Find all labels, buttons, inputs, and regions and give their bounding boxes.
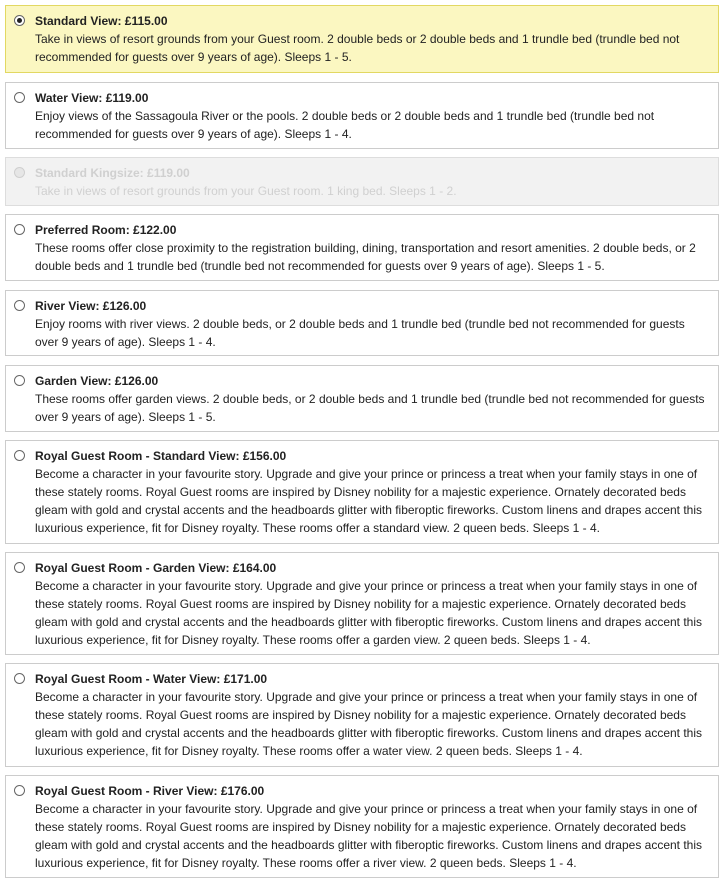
room-title: Preferred Room: £122.00 <box>35 223 177 237</box>
room-option-royal-river-view[interactable] <box>5 775 719 878</box>
radio-button[interactable] <box>14 375 25 386</box>
radio-button[interactable] <box>14 673 25 684</box>
room-title: Standard Kingsize: £119.00 <box>35 166 190 180</box>
radio-button <box>14 167 25 178</box>
room-title: Standard View: £115.00 <box>35 14 168 28</box>
room-title: Royal Guest Room - Garden View: £164.00 <box>35 561 277 575</box>
room-option-preferred-room[interactable] <box>5 214 719 281</box>
room-description: Become a character in your favourite story. Upgrade and give your prince or princess a treat when your family stays in one of these stately rooms. Royal Guest rooms are inspired by Disney nobility for a majestic experience. Ornately decorated beds gleam with gold and crystal accents and the headboards glitter with fiberoptic fireworks. Custom linens and drapes accent this luxurious experience, fit for Disney royalty. These rooms offer a water view. 2 queen beds. Sleeps 1 - 4. <box>35 690 703 758</box>
room-description: Become a character in your favourite story. Upgrade and give your prince or princess a treat when your family stays in one of these stately rooms. Royal Guest rooms are inspired by Disney nobility for a majestic experience. Ornately decorated beds gleam with gold and crystal accents and the headboards glitter with fiberoptic fireworks. Custom linens and drapes accent this luxurious experience, fit for Disney royalty. These rooms offer a garden view. 2 queen beds. Sleeps 1 - 4. <box>35 579 703 647</box>
radio-button[interactable] <box>14 785 25 796</box>
room-option-royal-garden-view[interactable] <box>5 552 719 655</box>
room-description: Take in views of resort grounds from your Guest room. 2 double beds or 2 double beds and 1 trundle bed (trundle bed not recommended for guests over 9 years of age). Sleeps 1 - 5. <box>35 32 680 64</box>
room-description: Become a character in your favourite story. Upgrade and give your prince or princess a treat when your family stays in one of these stately rooms. Royal Guest rooms are inspired by Disney nobility for a majestic experience. Ornately decorated beds gleam with gold and crystal accents and the headboards glitter with fiberoptic fireworks. Custom linens and drapes accent this luxurious experience, fit for Disney royalty. These rooms offer a river view. 2 queen beds. Sleeps 1 - 4. <box>35 802 703 870</box>
room-description: Take in views of resort grounds from your Guest room. 1 king bed. Sleeps 1 - 2. <box>35 184 457 198</box>
room-option-standard-view[interactable] <box>5 5 719 73</box>
room-description: These rooms offer garden views. 2 double beds, or 2 double beds and 1 trundle bed (trundle bed not recommended for guests over 9 years of age). Sleeps 1 - 5. <box>35 392 705 424</box>
room-title: Royal Guest Room - Water View: £171.00 <box>35 672 268 686</box>
radio-button[interactable] <box>14 15 25 26</box>
room-title: Water View: £119.00 <box>35 91 149 105</box>
radio-button[interactable] <box>14 224 25 235</box>
radio-button[interactable] <box>14 300 25 311</box>
room-option-royal-standard-view[interactable] <box>5 440 719 544</box>
radio-button[interactable] <box>14 562 25 573</box>
room-title: Royal Guest Room - River View: £176.00 <box>35 784 265 798</box>
room-description: These rooms offer close proximity to the registration building, dining, transportation and resort amenities. 2 double beds, or 2 double beds and 1 trundle bed (trundle bed not recommended for guests over 9 years of age). Sleeps 1 - 5. <box>35 241 696 273</box>
radio-button[interactable] <box>14 450 25 461</box>
room-title: Garden View: £126.00 <box>35 374 159 388</box>
room-description: Enjoy rooms with river views. 2 double beds, or 2 double beds and 1 trundle bed (trundle bed not recommended for guests over 9 years of age). Sleeps 1 - 4. <box>35 317 685 349</box>
room-title: Royal Guest Room - Standard View: £156.00 <box>35 449 287 463</box>
room-option-river-view[interactable] <box>5 290 719 356</box>
room-option-garden-view[interactable] <box>5 365 719 432</box>
room-option-standard-kingsize <box>5 157 719 206</box>
room-description: Enjoy views of the Sassagoula River or the pools. 2 double beds or 2 double beds and 1 trundle bed (trundle bed not recommended for guests over 9 years of age). Sleeps 1 - 4. <box>35 109 655 141</box>
room-option-royal-water-view[interactable] <box>5 663 719 767</box>
radio-button[interactable] <box>14 92 25 103</box>
room-description: Become a character in your favourite story. Upgrade and give your prince or princess a treat when your family stays in one of these stately rooms. Royal Guest rooms are inspired by Disney nobility for a majestic experience. Ornately decorated beds gleam with gold and crystal accents and the headboards glitter with fiberoptic fireworks. Custom linens and drapes accent this luxurious experience, fit for Disney royalty. These rooms offer a standard view. 2 queen beds. Sleeps 1 - 4. <box>35 467 703 535</box>
room-title: River View: £126.00 <box>35 299 147 313</box>
room-option-water-view[interactable] <box>5 82 719 149</box>
